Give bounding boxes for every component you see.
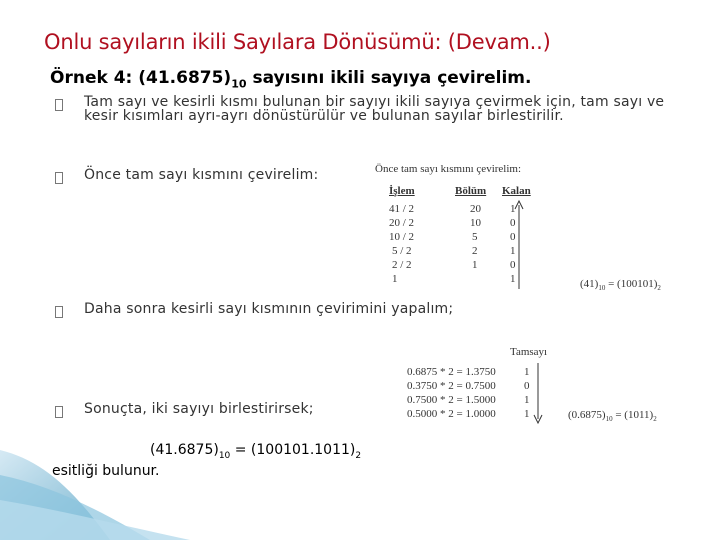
final-result-tail: esitliği bulunur. [52, 463, 160, 479]
table-row: 1 1 [392, 273, 516, 285]
result-left: (41.6875) [150, 442, 219, 458]
integer-conversion-table [375, 163, 685, 293]
table-row: 20 / 2 10 0 [389, 217, 516, 229]
table-row: 2 / 2 1 0 [392, 259, 516, 271]
bullet-fraction-text: Daha sonra kesirli sayı kısmının çevirimini yapalım; [84, 301, 454, 317]
fraction-conversion-table [400, 346, 700, 426]
arrow-down-icon [532, 361, 544, 425]
example-statement [50, 68, 531, 90]
result-middle: = (100101.1011) [230, 442, 356, 458]
table-row: 41 / 2 20 1 [389, 203, 516, 215]
final-result [150, 442, 361, 461]
table1-header-kalan: Kalan [502, 185, 531, 197]
table1-result: $(41)_{10} = (100101)_2$ [580, 278, 661, 293]
arrow-up-icon [513, 199, 525, 291]
table-row: 0.5000 * 2 = 1.0000 1 [407, 408, 530, 420]
table1-header-islem: İşlem [389, 185, 415, 197]
table1-caption: Önce tam sayı kısmını çevirelim: [375, 163, 522, 175]
bullet-box-icon [55, 172, 63, 184]
example-suffix: sayısını ikili sayıya çevirelim. [246, 68, 532, 88]
bullet-box-icon [55, 99, 63, 111]
table-row: 10 / 2 5 0 [389, 231, 516, 243]
table2-header-tamsayi: Tamsayı [510, 346, 548, 358]
bullet-combine-text: Sonuçta, iki sayıyı birlestirirsek; [84, 401, 314, 417]
result-right-base: 2 [355, 450, 362, 461]
bullet-box-icon [55, 306, 63, 318]
slide-title: Onlu sayıların ikili Sayılara Dönüsümü: (Devam..) [44, 30, 551, 54]
table-row: 5 / 2 2 1 [392, 245, 516, 257]
table1-header-bolum: Bölüm [455, 185, 487, 197]
table-row: 0.7500 * 2 = 1.5000 1 [407, 394, 530, 406]
table-row: 0.3750 * 2 = 0.7500 0 [407, 380, 530, 392]
result-left-base: 10 [218, 450, 231, 461]
table2-result: $(0.6875)_{10} = (1011)_2$ [568, 409, 657, 424]
table-row: 0.6875 * 2 = 1.3750 1 [407, 366, 530, 378]
example-prefix: Örnek 4: (41.6875) [50, 68, 232, 88]
bullet-box-icon [55, 406, 63, 418]
example-base: 10 [231, 77, 247, 91]
bullet-integer-text: Önce tam sayı kısmını çevirelim: [84, 167, 319, 183]
bullet-intro-text: Tam sayı ve kesirli kısmı bulunan bir sayıyı ikili sayıya çevirmek için, tam sayı ve kesir kısımları ayrı-ayrı dönüstürülür ve bulunan sayılar birlestirilir. [84, 94, 665, 124]
